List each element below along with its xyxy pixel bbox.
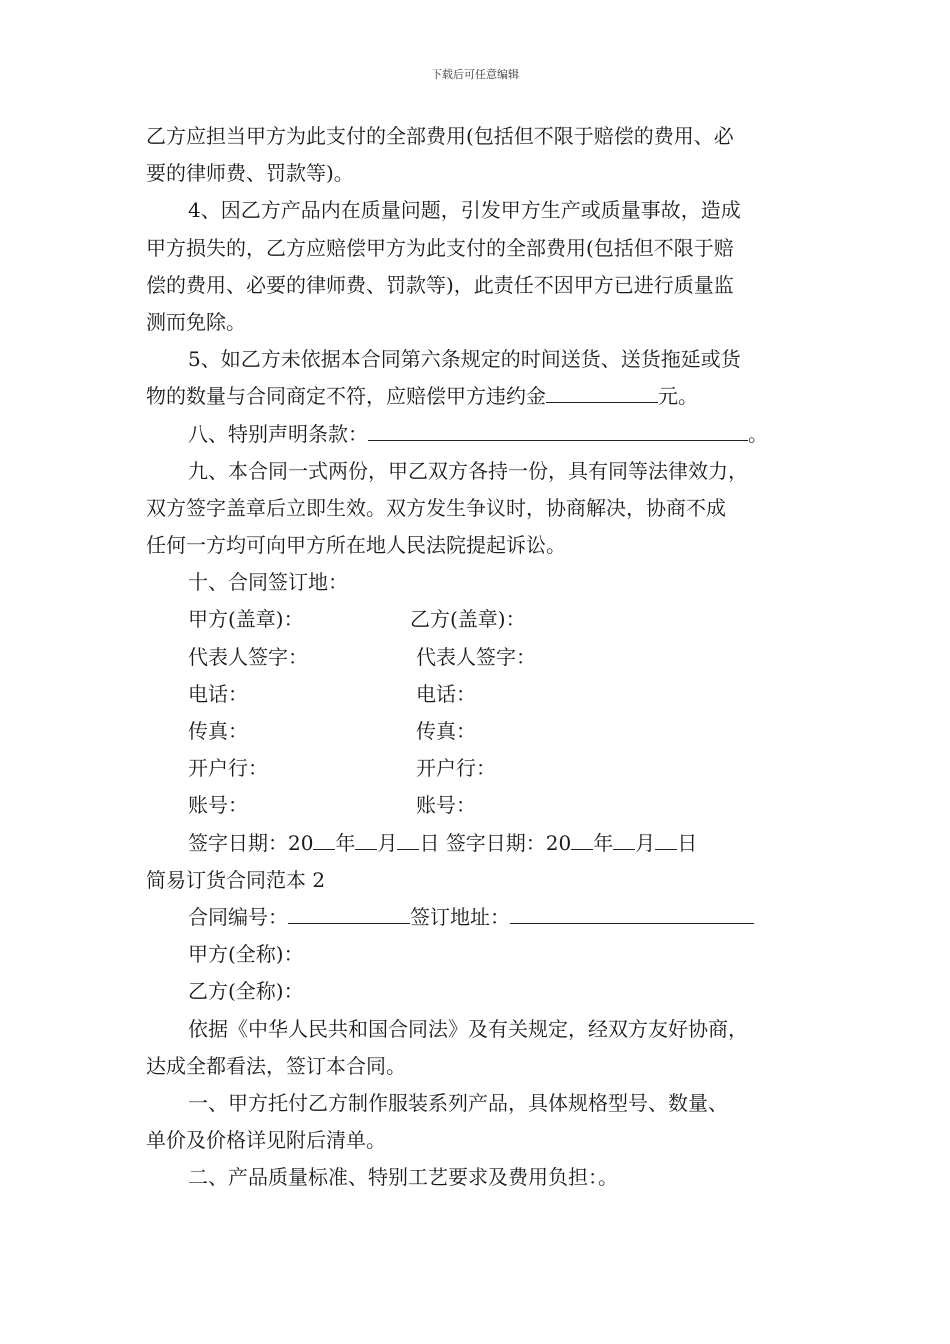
party-b-seal-label: 乙方(盖章)： xyxy=(410,607,526,632)
paragraph-line: 达成全都看法，签订本合同。 xyxy=(146,1053,406,1078)
sign-place-label: 签订地址： xyxy=(410,904,510,929)
date-blank[interactable] xyxy=(313,825,335,850)
paragraph-line: 单价及价格详见附后清单。 xyxy=(146,1128,386,1153)
paragraph-line: 一、甲方托付乙方制作服装系列产品，具体规格型号、数量、 xyxy=(188,1090,728,1115)
penalty-amount-blank[interactable] xyxy=(546,378,658,403)
paragraph-line: 依据《中华人民共和国合同法》及有关规定，经双方友好协商， xyxy=(188,1016,748,1041)
date-blank[interactable] xyxy=(571,825,593,850)
date-blank[interactable] xyxy=(613,825,635,850)
signature-row xyxy=(146,639,811,676)
penalty-unit: 元。 xyxy=(658,384,698,409)
date-blank[interactable] xyxy=(655,825,677,850)
date-blank[interactable] xyxy=(355,825,377,850)
party-b-bank-label: 开户行： xyxy=(416,756,496,781)
signature-row xyxy=(146,787,811,824)
party-b-phone-label: 电话： xyxy=(416,681,476,706)
signature-row xyxy=(146,601,811,638)
party-a-seal-label: 甲方(盖章)： xyxy=(188,607,304,632)
month-label: 月 xyxy=(635,830,656,855)
special-clause-label: 八、特别声明条款： xyxy=(188,421,368,446)
year-label: 年 xyxy=(593,830,614,855)
sign-date-row xyxy=(146,825,811,862)
penalty-text: 物的数量与合同商定不符，应赔偿甲方违约金 xyxy=(146,384,546,409)
special-clause-blank[interactable] xyxy=(368,416,748,441)
paragraph-line: 5、如乙方未依据本合同第六条规定的时间送货、送货拖延或货 xyxy=(188,347,741,372)
date-blank[interactable] xyxy=(397,825,419,850)
party-a-bank-label: 开户行： xyxy=(188,756,268,781)
paragraph-line: 偿的费用、必要的律师费、罚款等)，此责任不因甲方已进行质量监 xyxy=(146,272,734,297)
day-label: 日 xyxy=(677,830,698,855)
party-a-account-label: 账号： xyxy=(188,793,248,818)
signature-row xyxy=(146,676,811,713)
party-b-date-label: 签字日期：20 xyxy=(445,830,572,855)
paragraph-line: 双方签字盖章后立即生效。双方发生争议时，协商解决，协商不成 xyxy=(146,495,726,520)
paragraph-line: 4、因乙方产品内在质量问题，引发甲方生产或质量事故，造成 xyxy=(188,198,741,223)
paragraph-line: 甲方损失的，乙方应赔偿甲方为此支付的全部费用(包括但不限于赔 xyxy=(146,235,734,260)
special-clause-line xyxy=(146,416,811,453)
document-body xyxy=(146,118,811,1196)
paragraph-line: 十、合同签订地： xyxy=(188,570,348,595)
party-b-account-label: 账号： xyxy=(416,793,476,818)
month-label: 月 xyxy=(377,830,398,855)
signature-row xyxy=(146,750,811,787)
party-a-name-label: 甲方(全称)： xyxy=(188,942,304,967)
contract-number-label: 合同编号： xyxy=(188,904,288,929)
signature-row xyxy=(146,713,811,750)
party-b-name-label: 乙方(全称)： xyxy=(188,979,304,1004)
day-label: 日 xyxy=(419,830,440,855)
contract-number-blank[interactable] xyxy=(288,899,410,924)
page-header: 下载后可任意编辑 xyxy=(431,68,519,81)
paragraph-line: 二、产品质量标准、特别工艺要求及费用负担：。 xyxy=(188,1165,618,1190)
section-title: 简易订货合同范本 2 xyxy=(146,867,326,892)
paragraph-line: 乙方应担当甲方为此支付的全部费用(包括但不限于赔偿的费用、必 xyxy=(146,124,734,148)
year-label: 年 xyxy=(335,830,356,855)
paragraph-line: 九、本合同一式两份，甲乙双方各持一份，具有同等法律效力， xyxy=(188,458,748,483)
party-a-date-label: 签字日期：20 xyxy=(188,830,314,855)
penalty-line xyxy=(146,378,811,415)
party-a-fax-label: 传真： xyxy=(188,719,248,743)
sign-place-blank[interactable] xyxy=(510,899,754,924)
paragraph-line: 测而免除。 xyxy=(146,309,246,334)
party-b-rep-label: 代表人签字： xyxy=(416,644,536,669)
party-b-fax-label: 传真： xyxy=(416,719,476,743)
contract-number-row xyxy=(146,899,811,936)
party-a-rep-label: 代表人签字： xyxy=(188,644,308,669)
party-a-phone-label: 电话： xyxy=(188,681,248,706)
paragraph-line: 任何一方均可向甲方所在地人民法院提起诉讼。 xyxy=(146,533,566,558)
paragraph-line: 要的律师费、罚款等)。 xyxy=(146,161,354,186)
special-clause-end: 。 xyxy=(748,421,768,446)
